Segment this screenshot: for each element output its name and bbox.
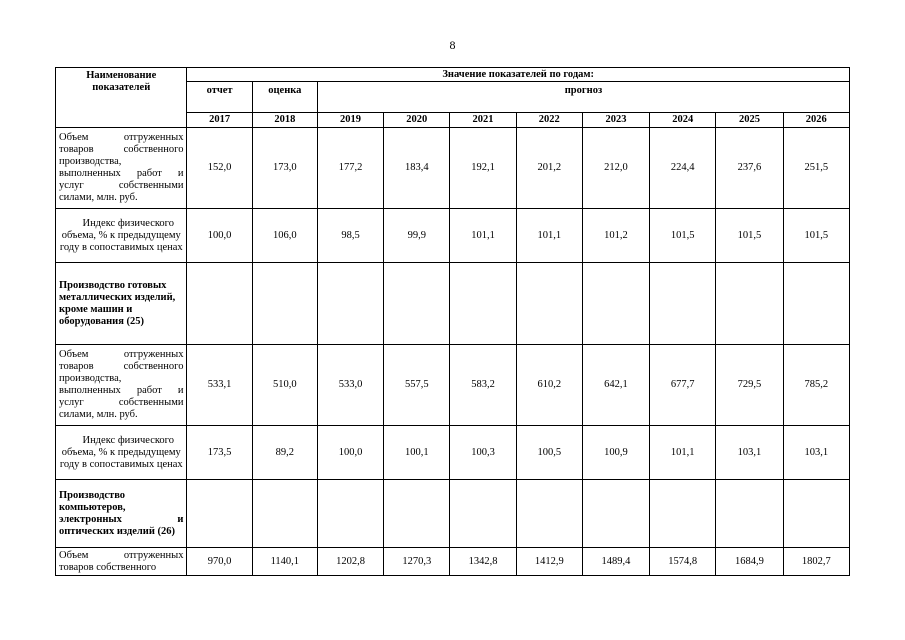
header-year: 2026 (783, 113, 849, 128)
value-cell: 89,2 (252, 426, 317, 480)
header-values-title: Значение показателей по годам: (187, 68, 850, 82)
value-cell: 251,5 (783, 128, 849, 209)
empty-cell (582, 263, 649, 345)
value-cell: 533,0 (317, 345, 383, 426)
value-cell: 100,0 (317, 426, 383, 480)
value-cell: 173,0 (252, 128, 317, 209)
value-cell: 103,1 (783, 426, 849, 480)
section-row (56, 263, 850, 345)
header-year: 2017 (187, 113, 252, 128)
value-cell: 1140,1 (252, 548, 317, 576)
value-cell: 1202,8 (317, 548, 383, 576)
value-cell: 533,1 (187, 345, 252, 426)
header-indicator-name: Наименование показателей (56, 68, 187, 128)
value-cell: 101,2 (582, 209, 649, 263)
indicator-label: Индекс физического объема, % к предыдущему году в сопоставимых ценах (56, 209, 187, 263)
indicator-label: Объем отгруженных товаров собственного производства, выполненных работ и услуг собственными силами, млн. руб. (56, 345, 187, 426)
value-cell: 970,0 (187, 548, 252, 576)
header-report: отчет (187, 82, 252, 113)
value-cell: 642,1 (582, 345, 649, 426)
value-cell: 1412,9 (516, 548, 582, 576)
header-year: 2025 (716, 113, 783, 128)
empty-cell (650, 263, 716, 345)
empty-cell (317, 263, 383, 345)
value-cell: 1684,9 (716, 548, 783, 576)
empty-cell (516, 480, 582, 548)
empty-cell (252, 263, 317, 345)
header-year: 2023 (582, 113, 649, 128)
value-cell: 1574,8 (650, 548, 716, 576)
value-cell: 100,5 (516, 426, 582, 480)
empty-cell (450, 263, 516, 345)
table-row (56, 209, 850, 263)
value-cell: 583,2 (450, 345, 516, 426)
value-cell: 677,7 (650, 345, 716, 426)
value-cell: 557,5 (384, 345, 450, 426)
empty-cell (516, 263, 582, 345)
value-cell: 237,6 (716, 128, 783, 209)
value-cell: 173,5 (187, 426, 252, 480)
table-row (56, 548, 850, 576)
value-cell: 101,1 (650, 426, 716, 480)
value-cell: 729,5 (716, 345, 783, 426)
value-cell: 98,5 (317, 209, 383, 263)
value-cell: 1489,4 (582, 548, 649, 576)
value-cell: 100,0 (187, 209, 252, 263)
header-year: 2018 (252, 113, 317, 128)
empty-cell (384, 263, 450, 345)
value-cell: 201,2 (516, 128, 582, 209)
empty-cell (783, 263, 849, 345)
empty-cell (187, 263, 252, 345)
value-cell: 101,5 (783, 209, 849, 263)
empty-cell (650, 480, 716, 548)
empty-cell (783, 480, 849, 548)
value-cell: 610,2 (516, 345, 582, 426)
empty-cell (384, 480, 450, 548)
value-cell: 183,4 (384, 128, 450, 209)
empty-cell (187, 480, 252, 548)
header-year: 2020 (384, 113, 450, 128)
empty-cell (252, 480, 317, 548)
value-cell: 101,1 (516, 209, 582, 263)
value-cell: 101,1 (450, 209, 516, 263)
section-title: Производство готовых металлических изделий, кроме машин и оборудования (25) (56, 263, 187, 345)
value-cell: 1342,8 (450, 548, 516, 576)
value-cell: 785,2 (783, 345, 849, 426)
value-cell: 101,5 (716, 209, 783, 263)
header-year: 2021 (450, 113, 516, 128)
table-row (56, 345, 850, 426)
table-row (56, 426, 850, 480)
header-estimate: оценка (252, 82, 317, 113)
value-cell: 152,0 (187, 128, 252, 209)
empty-cell (450, 480, 516, 548)
value-cell: 510,0 (252, 345, 317, 426)
value-cell: 103,1 (716, 426, 783, 480)
header-year: 2019 (317, 113, 383, 128)
table-row (56, 128, 850, 209)
page-number: 8 (449, 38, 456, 52)
value-cell: 100,9 (582, 426, 649, 480)
header-year: 2022 (516, 113, 582, 128)
section-row (56, 480, 850, 548)
value-cell: 177,2 (317, 128, 383, 209)
empty-cell (317, 480, 383, 548)
indicator-label: Объем отгруженных товаров собственного (56, 548, 187, 576)
value-cell: 100,1 (384, 426, 450, 480)
value-cell: 100,3 (450, 426, 516, 480)
indicator-label: Объем отгруженных товаров собственного производства, выполненных работ и услуг собственными силами, млн. руб. (56, 128, 187, 209)
section-title: Производство компьютеров, электронных и оптических изделий (26) (56, 480, 187, 548)
value-cell: 1802,7 (783, 548, 849, 576)
indicators-table (55, 67, 850, 576)
header-forecast: прогноз (317, 82, 849, 113)
value-cell: 106,0 (252, 209, 317, 263)
value-cell: 192,1 (450, 128, 516, 209)
empty-cell (716, 263, 783, 345)
value-cell: 1270,3 (384, 548, 450, 576)
value-cell: 99,9 (384, 209, 450, 263)
empty-cell (716, 480, 783, 548)
value-cell: 101,5 (650, 209, 716, 263)
value-cell: 224,4 (650, 128, 716, 209)
header-year: 2024 (650, 113, 716, 128)
value-cell: 212,0 (582, 128, 649, 209)
indicator-label: Индекс физического объема, % к предыдущему году в сопоставимых ценах (56, 426, 187, 480)
empty-cell (582, 480, 649, 548)
